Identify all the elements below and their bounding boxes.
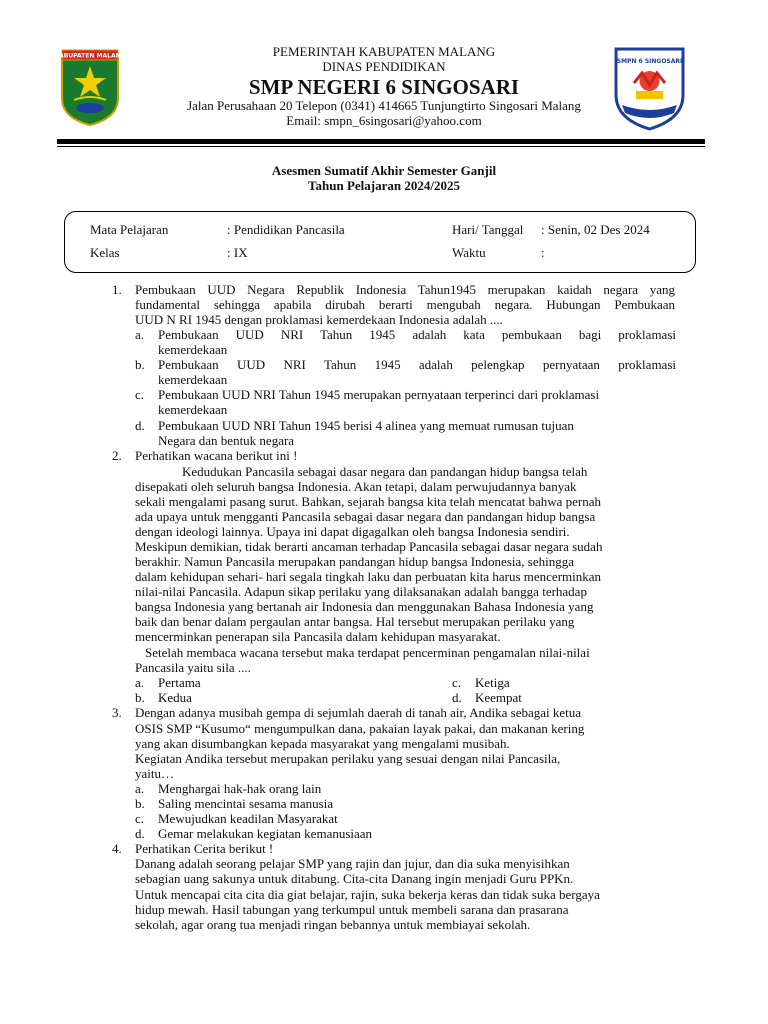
subject-value: : Pendidikan Pancasila: [227, 222, 345, 237]
subject-label: Mata Pelajaran: [90, 222, 169, 237]
q1-option-key: c.: [135, 387, 145, 402]
q1-option-key: a.: [135, 327, 145, 342]
question-4-number: 4.: [112, 841, 122, 856]
q1-option-text: Pembukaan UUD NRI Tahun 1945 berisi 4 alinea yang memuat rumusan tujuan: [158, 418, 574, 433]
q2-option-key: a.: [135, 675, 145, 690]
question-4-intro: Perhatikan Cerita berikut !: [135, 841, 274, 856]
q1-option-key: d.: [135, 418, 145, 433]
question-3-line: yaitu…: [135, 766, 174, 781]
dept-name: DINAS PENDIDIKAN: [322, 59, 446, 74]
q1-option-text: kemerdekaan: [158, 402, 228, 417]
passage-line: disepakati oleh seluruh bangsa Indonesia. Akan tetapi, dalam perwujudannya banyak: [135, 479, 577, 494]
q2-option-key: d.: [452, 690, 462, 705]
right-logo-text: SMPN 6 SINGOSARI: [616, 58, 683, 65]
class-label: Kelas: [90, 245, 120, 260]
q2-option-text: Keempat: [475, 690, 522, 705]
gov-name: PEMERINTAH KABUPATEN MALANG: [272, 44, 496, 59]
question-4-line: sekolah, agar orang tua menjadi ringan bebannya untuk membiayai sekolah.: [135, 917, 531, 932]
passage-line: berakhir. Namun Pancasila merupakan pandangan hidup bangsa Indonesia, sehingga: [135, 554, 574, 569]
question-2-intro: Perhatikan wacana berikut ini !: [135, 448, 298, 463]
time-value: :: [541, 245, 545, 260]
question-4-line: Untuk mencapai cita cita dia giat belajar, rajin, suka bekerja keras dan tidak suka bergaya: [135, 887, 600, 902]
header-rule-thin: [57, 146, 705, 147]
q3-option-key: c.: [135, 811, 145, 826]
question-1-line: UUD N RI 1945 dengan proklamasi kemerdekaan Indonesia adalah ....: [135, 312, 503, 327]
passage-line: dalam kehidupan sehari- hari segala tingkah laku dan perbuatan kita harus mencerminkan: [135, 569, 602, 584]
passage-line: bangsa Indonesia yang bertanah air Indonesia dan menggunakan Bahasa Indonesia yang: [135, 599, 594, 614]
q3-option-text: Saling mencintai sesama manusia: [158, 796, 334, 811]
left-logo-text: KABUPATEN MALANG: [54, 52, 126, 60]
q1-option-text: Negara dan bentuk negara: [158, 433, 295, 448]
question-3-number: 3.: [112, 705, 122, 720]
question-2-prompt: Setelah membaca wacana tersebut maka terdapat pencerminan pengamalan nilai-nilai: [145, 645, 590, 660]
time-label: Waktu: [452, 245, 486, 260]
passage-line: nilai-nilai Pancasila. Adapun sikap perilaku yang dilaksanakan adalah bangga terhadap: [135, 584, 587, 599]
passage-line: mencerminkan penerapan sila Pancasila dalam kehidupan masyarakat.: [135, 629, 501, 644]
question-4-line: Danang adalah seorang pelajar SMP yang rajin dan jujur, dan dia suka menyisihkan: [135, 856, 570, 871]
q1-option-text: Pembukaan UUD NRI Tahun 1945 merupakan pernyataan terperinci dari proklamasi: [158, 387, 600, 402]
question-4-line: hidup mewah. Hasil tabungan yang terkumpul untuk membeli sarana dan prasarana: [135, 902, 569, 917]
question-1-line: fundamental sehingga apabila dirubah berarti mengubah negara. Hubungan Pembukaan: [135, 297, 675, 312]
q2-option-text: Pertama: [158, 675, 201, 690]
q1-option-text: Pembukaan UUD NRI Tahun 1945 adalah pelengkap pernyataan proklamasi: [158, 357, 676, 372]
q1-option-text: Pembukaan UUD NRI Tahun 1945 adalah kata pembukaan bagi proklamasi: [158, 327, 676, 342]
q3-option-text: Gemar melakukan kegiatan kemanusiaan: [158, 826, 373, 841]
school-name: SMP NEGERI 6 SINGOSARI: [248, 75, 520, 99]
school-address: Jalan Perusahaan 20 Telepon (0341) 414665 Tunjungtirto Singosari Malang: [187, 98, 581, 113]
exam-info-box: [64, 211, 696, 273]
passage-line: baik dan benar dalam pergaulan antar bangsa. Hal tersebut merupakan perilaku yang: [135, 614, 575, 629]
q1-option-key: b.: [135, 357, 145, 372]
question-3-line: OSIS SMP “Kusumo“ mengumpulkan dana, pakaian layak pakai, dan makanan kering: [135, 721, 585, 736]
q3-option-key: d.: [135, 826, 145, 841]
passage-line: Kedudukan Pancasila sebagai dasar negara dan pandangan hidup bangsa telah: [182, 464, 588, 479]
question-4-line: sebagian uang sakunya untuk ditabung. Cita-cita Danang ingin menjadi Guru PPKn.: [135, 871, 574, 886]
q2-option-text: Ketiga: [475, 675, 510, 690]
q2-option-text: Kedua: [158, 690, 192, 705]
q3-option-text: Mewujudkan keadilan Masyarakat: [158, 811, 338, 826]
school-email: Email: smpn_6singosari@yahoo.com: [286, 113, 482, 128]
exam-year: Tahun Pelajaran 2024/2025: [308, 178, 460, 193]
question-2-number: 2.: [112, 448, 122, 463]
q3-option-key: b.: [135, 796, 145, 811]
q3-option-key: a.: [135, 781, 145, 796]
q2-option-key: b.: [135, 690, 145, 705]
passage-line: sekali mengalami pasang surut. Bahkan, sejarah bangsa kita telah mencatat bahwa pernah: [135, 494, 602, 509]
question-3-line: yang akan disumbangkan kepada masyarakat yang mengalami musibah.: [135, 736, 510, 751]
q3-option-text: Menghargai hak-hak orang lain: [158, 781, 322, 796]
question-1-number: 1.: [112, 282, 122, 297]
date-label: Hari/ Tanggal: [452, 222, 524, 237]
question-3-line: Dengan adanya musibah gempa di sejumlah daerah di tanah air, Andika sebagai ketua: [135, 705, 582, 720]
question-1-line: Pembukaan UUD Negara Republik Indonesia Tahun1945 merupakan kaidah negara yang: [135, 282, 675, 297]
question-2-prompt: Pancasila yaitu sila ....: [135, 660, 251, 675]
q1-option-text: kemerdekaan: [158, 372, 228, 387]
exam-title: Asesmen Sumatif Akhir Semester Ganjil: [271, 163, 497, 178]
passage-line: Meskipun demikian, tidak berarti ancaman terhadap Pancasila sebagai dasar negara sudah: [135, 539, 603, 554]
question-3-line: Kegiatan Andika tersebut merupakan perilaku yang sesuai dengan nilai Pancasila,: [135, 751, 561, 766]
header-rule-thick: [57, 139, 705, 144]
class-value: : IX: [227, 245, 248, 260]
q2-option-key: c.: [452, 675, 462, 690]
passage-line: dengan ideologi lainnya. Upaya ini dapat digagalkan oleh bangsa Indonesia sendiri.: [135, 524, 570, 539]
passage-line: ada upaya untuk mengganti Pancasila sebagai dasar negara dan pandangan hidup bangsa: [135, 509, 596, 524]
date-value: : Senin, 02 Des 2024: [541, 222, 650, 237]
q1-option-text: kemerdekaan: [158, 342, 228, 357]
